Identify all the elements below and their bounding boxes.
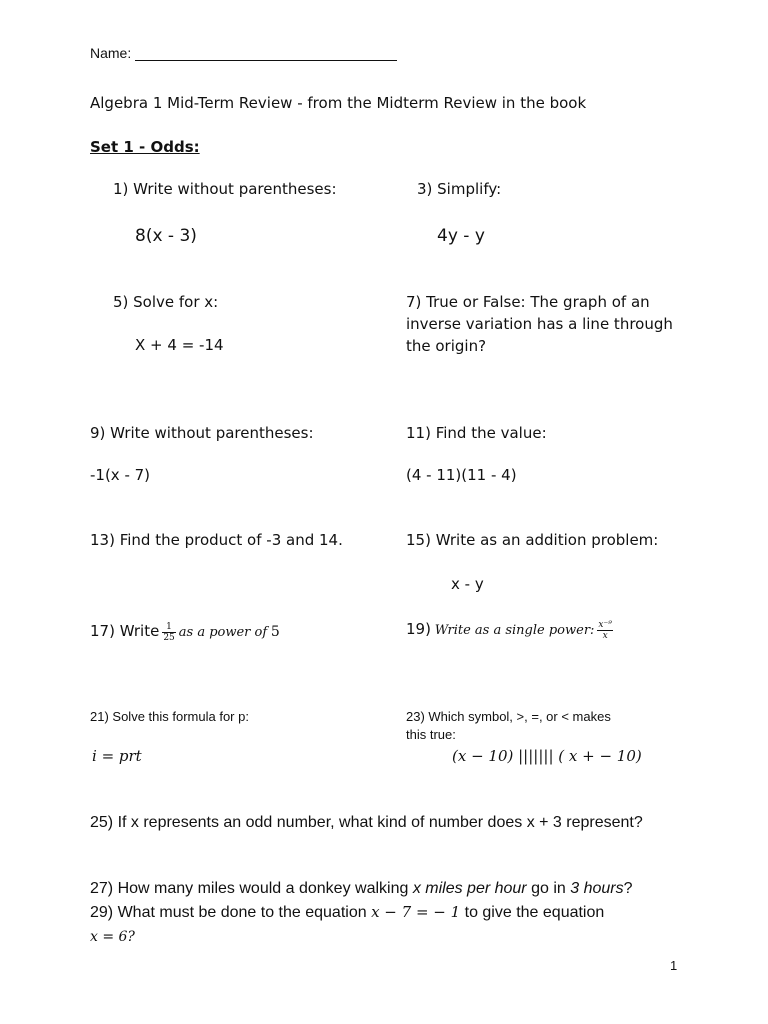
- problem-27-text-middle: go in: [526, 880, 571, 897]
- problem-9-expression: -1(x - 7): [90, 466, 151, 484]
- problem-17-fraction: [162, 622, 175, 643]
- problem-3-expression: 4y - y: [437, 226, 485, 246]
- problem-15-prompt: 15) Write as an addition problem:: [406, 531, 659, 549]
- problem-29: [90, 903, 604, 922]
- problem-19-fraction: [597, 620, 612, 641]
- problem-21-prompt: 21) Solve this formula for p:: [90, 709, 249, 724]
- problem-7-line-1: 7) True or False: The graph of an: [406, 293, 650, 311]
- problem-15-expression: x - y: [451, 575, 484, 593]
- problem-19-fraction-denominator: x: [602, 631, 608, 642]
- problem-27-text-after: ?: [623, 880, 633, 897]
- name-blank-line: [135, 46, 397, 61]
- problem-17-base: 5: [270, 624, 280, 640]
- problem-23-line-1: 23) Which symbol, >, =, or < makes: [406, 709, 611, 724]
- problem-17-fraction-denominator: 25: [163, 633, 175, 644]
- problem-27: [90, 880, 633, 898]
- problem-19-fraction-numerator: x⁻⁹: [598, 620, 612, 631]
- problem-19-text: Write as a single power:: [434, 623, 595, 638]
- page-number: 1: [670, 958, 678, 973]
- problem-9-prompt: 9) Write without parentheses:: [90, 424, 314, 442]
- set-heading: Set 1 - Odds:: [90, 138, 200, 156]
- problem-27-text-before: 27) How many miles would a donkey walking: [90, 880, 413, 897]
- problem-7-line-2: inverse variation has a line through: [406, 315, 673, 333]
- name-field: [90, 45, 397, 61]
- problem-5-expression: X + 4 = -14: [135, 336, 224, 354]
- problem-1-prompt: 1) Write without parentheses:: [113, 180, 337, 198]
- problem-23-line-2: this true:: [406, 727, 456, 742]
- problem-27-rate: x miles per hour: [412, 880, 527, 897]
- problem-23-expression: (x − 10) ||||||| ( x + − 10): [452, 747, 642, 765]
- problem-17-prompt: 17) Write: [90, 622, 160, 640]
- problem-29-text-after: to give the equation: [460, 904, 605, 921]
- problem-11-prompt: 11) Find the value:: [406, 424, 547, 442]
- problem-21-expression: i = prt: [92, 747, 142, 765]
- problem-7-line-3: the origin?: [406, 337, 487, 355]
- problem-29-equation-2: x = 6?: [90, 929, 135, 945]
- problem-1-expression: 8(x - 3): [135, 226, 197, 246]
- worksheet-title: Algebra 1 Mid-Term Review - from the Midterm Review in the book: [90, 94, 587, 112]
- problem-11-expression: (4 - 11)(11 - 4): [406, 466, 517, 484]
- problem-17-fraction-numerator: 1: [162, 622, 175, 633]
- problem-5-prompt: 5) Solve for x:: [113, 293, 219, 311]
- problem-3-prompt: 3) Simplify:: [417, 180, 502, 198]
- name-label: Name:: [90, 45, 132, 61]
- problem-17-suffix: as a power of: [178, 625, 268, 640]
- problem-19: [406, 620, 616, 641]
- problem-19-prompt: 19): [406, 620, 431, 638]
- problem-29-text-before: 29) What must be done to the equation: [90, 904, 372, 921]
- problem-25-prompt: 25) If x represents an odd number, what kind of number does x + 3 represent?: [90, 814, 643, 831]
- problem-29-equation-1: x − 7 = − 1: [371, 903, 461, 921]
- problem-27-time: 3 hours: [570, 880, 624, 897]
- problem-13-prompt: 13) Find the product of -3 and 14.: [90, 531, 343, 549]
- problem-17: [90, 622, 280, 643]
